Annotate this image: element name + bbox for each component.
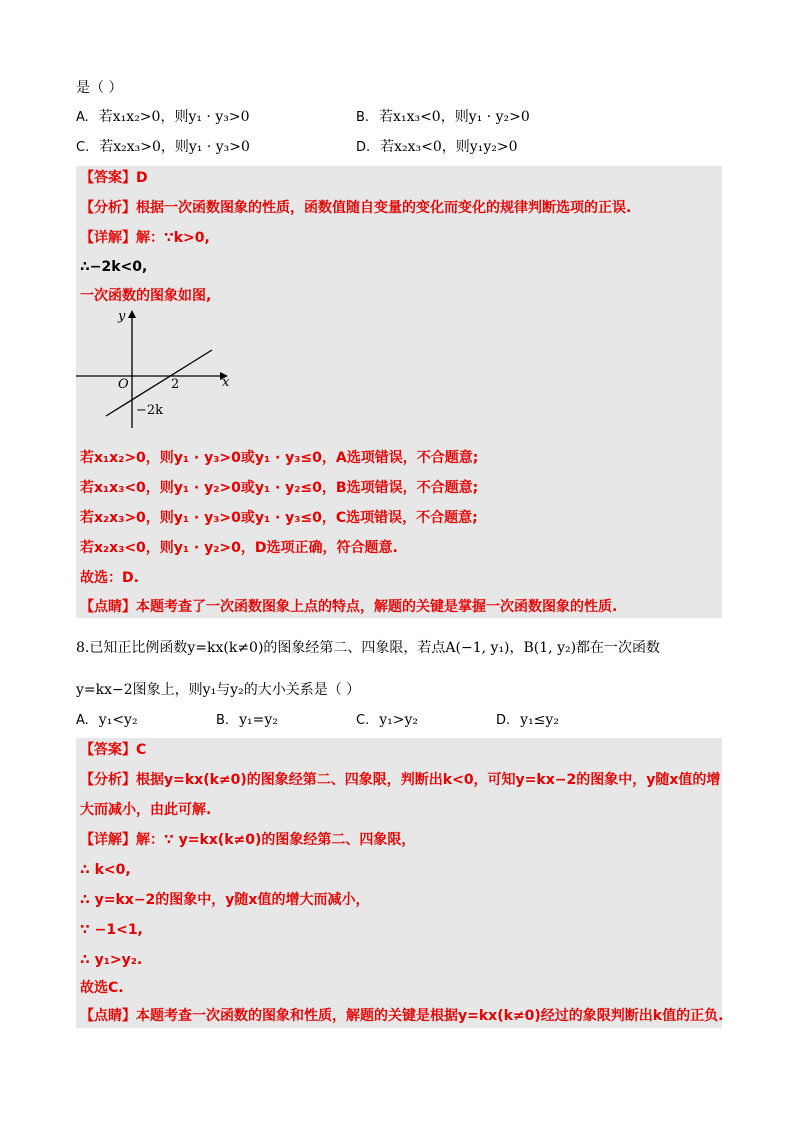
q8-option-c	[356, 710, 418, 731]
option-label: B.	[216, 713, 230, 728]
q7-case-d: 若x₂x₃<0，则y₁ · y₂>0，D选项正确，符合题意.	[80, 540, 398, 556]
option-label: C.	[356, 713, 370, 728]
x-intercept-label: 2	[171, 377, 180, 392]
q7-case-a: 若x₁x₂>0，则y₁ · y₃>0或y₁ · y₃≤0，A选项错误，不合题意;	[80, 450, 479, 466]
q7-case-c: 若x₂x₃>0，则y₁ · y₃>0或y₁ · y₃≤0，C选项错误，不合题意;	[80, 510, 478, 526]
q7-detail-line-1: 【详解】解：∵k>0,	[80, 230, 210, 246]
q7-option-a	[76, 107, 249, 128]
q8-analysis-line-1: 【分析】根据y=kx(k≠0)的图象经第二、四象限，判断出k<0，可知y=kx−2的图象中，y随x值的增	[80, 772, 721, 788]
q7-conclusion: 故选：D.	[80, 570, 139, 586]
q8-detail-line-2: ∴ k<0,	[80, 862, 131, 878]
option-text: 若x₁x₂>0，则y₁ · y₃>0	[98, 109, 250, 125]
q7-comment: 【点睛】本题考查了一次函数图象上点的特点，解题的关键是掌握一次函数图象的性质.	[80, 599, 618, 615]
q8-answer: 【答案】C	[80, 742, 147, 758]
q8-option-a	[76, 710, 138, 731]
option-label: C.	[76, 140, 90, 155]
option-text: 若x₁x₃<0，则y₁ · y₂>0	[379, 109, 530, 125]
q7-option-c	[76, 137, 250, 158]
q7-answer: 【答案】D	[80, 170, 148, 186]
option-label: A.	[76, 713, 89, 728]
option-text: 若x₂x₃>0，则y₁ · y₃>0	[99, 139, 250, 155]
q7-stem-tail: 是（ ）	[76, 80, 123, 96]
q7-analysis: 【分析】根据一次函数图象的性质，函数值随自变量的变化而变化的规律判断选项的正误.	[80, 200, 632, 216]
y-axis-label: y	[118, 309, 126, 324]
origin-label: O	[118, 377, 129, 392]
q7-case-b: 若x₁x₃<0，则y₁ · y₂>0或y₁ · y₂≤0，B选项错误，不合题意;	[80, 480, 479, 496]
option-label: B.	[356, 110, 370, 125]
option-text: y₁=y₂	[239, 712, 278, 728]
option-text: y₁<y₂	[98, 712, 138, 728]
q8-detail-line-5: ∴ y₁>y₂.	[80, 952, 143, 968]
q8-option-d	[496, 710, 559, 731]
q7-detail-line-3: 一次函数的图象如图,	[80, 288, 212, 304]
q8-option-b	[216, 710, 278, 731]
q8-detail-line-3: ∴ y=kx−2的图象中，y随x值的增大而减小，	[80, 892, 370, 908]
q8-conclusion: 故选C.	[80, 980, 124, 996]
x-axis-label: x	[222, 375, 230, 390]
q8-analysis-line-2: 大而减小，由此可解.	[80, 802, 212, 818]
q7-option-d	[356, 137, 518, 158]
y-intercept-label: −2k	[136, 403, 164, 418]
option-label: D.	[496, 713, 511, 728]
q8-comment: 【点睛】本题考查一次函数的图象和性质，解题的关键是根据y=kx(k≠0)经过的象限判断出k值的正负.	[80, 1008, 724, 1024]
option-text: y₁>y₂	[379, 712, 418, 728]
option-label: D.	[356, 140, 371, 155]
option-text: y₁≤y₂	[520, 712, 559, 728]
q8-detail-line-1: 【详解】解：∵ y=kx(k≠0)的图象经第二、四象限，	[80, 832, 416, 848]
q8-stem-line-1: 8.已知正比例函数y=kx(k≠0)的图象经第二、四象限，若点A(−1, y₁)，B(1, y₂)都在一次函数	[76, 640, 661, 656]
y-axis-arrow-icon	[128, 310, 136, 318]
q7-option-b	[356, 107, 530, 128]
option-text: 若x₂x₃<0，则y₁y₂>0	[380, 139, 518, 155]
q7-detail-line-2: ∴−2k<0,	[80, 259, 148, 275]
q8-stem-line-2: y=kx−2图象上，则y₁与y₂的大小关系是（ ）	[76, 682, 361, 698]
option-label: A.	[76, 110, 89, 125]
q8-detail-line-4: ∵ −1<1,	[80, 922, 143, 938]
linear-function-graph	[76, 306, 236, 436]
